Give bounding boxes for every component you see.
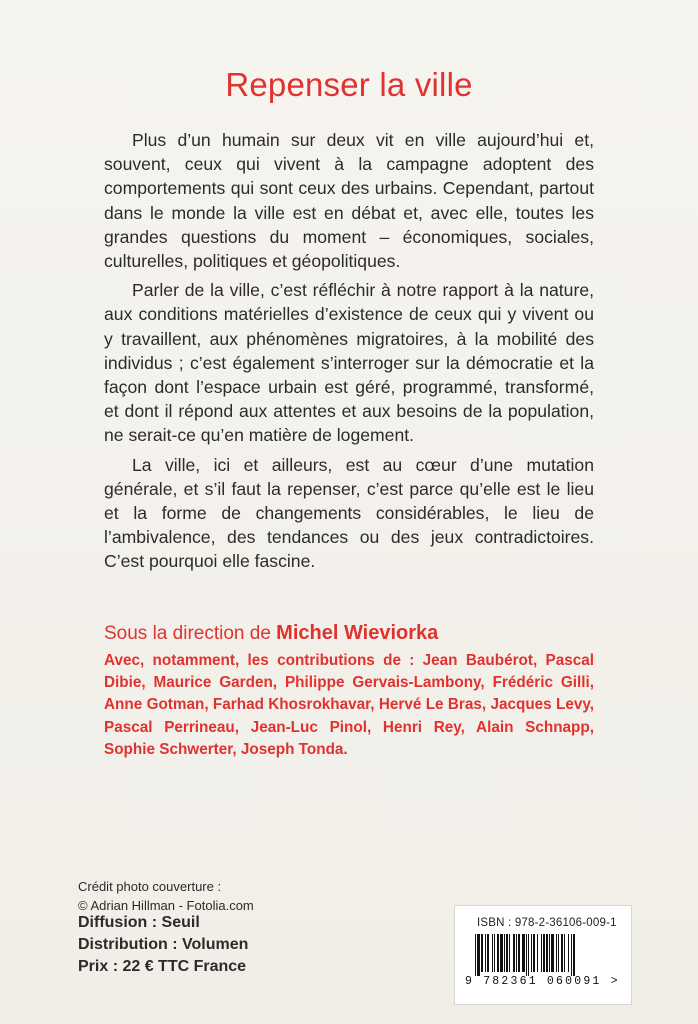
barcode-bar: [556, 934, 557, 972]
barcode-bar: [537, 934, 538, 972]
barcode-image: [473, 934, 613, 976]
editor-line: [104, 622, 604, 645]
barcode-bar: [513, 934, 515, 972]
barcode-bar: [528, 934, 529, 976]
barcode-bar: [551, 934, 554, 972]
distribution-info: [78, 912, 248, 978]
editor-prefix: Sous la direction de: [104, 623, 277, 644]
editor-name: Michel Wieviorka: [276, 622, 439, 644]
barcode-bar: [526, 934, 527, 976]
barcode-bar: [561, 934, 563, 972]
barcode-bar: [481, 934, 483, 972]
blurb-paragraph-3: La ville, ici et ailleurs, est au cœur d’une mutation générale, et s’il faut la repenser, c’est parce qu’elle est le lieu et la forme de changements considérables, le lieu de l’ambivalence, des tendances ou des jeux contradictoires. C’est pourquoi elle fascine.: [104, 454, 594, 572]
barcode-bar: [531, 934, 532, 972]
barcode-bar: [568, 934, 569, 972]
barcode-bar: [541, 934, 542, 972]
distribution-line: Distribution : Volumen: [78, 936, 249, 953]
barcode-bar: [506, 934, 508, 972]
barcode-bar: [571, 934, 572, 976]
barcode-bar: [494, 934, 495, 972]
photo-credit-value: © Adrian Hillman - Fotolia.com: [78, 898, 254, 913]
contributors: Avec, notamment, les contributions de : Jean Baubérot, Pascal Dibie, Maurice Garden, Philippe Gervais-Lambony, Frédéric Gilli, Anne Gotman, Farhad Khosrokhavar, Hervé Le Bras, Jacques Levy, Pascal Perrineau, Jean-Luc Pinol, Henri Rey, Alain Schnapp, Sophie Schwerter, Joseph Tonda.: [104, 652, 594, 758]
book-title: Repenser la ville: [225, 66, 473, 103]
barcode-bar: [492, 934, 493, 972]
blurb: [104, 128, 594, 579]
blurb-paragraph-1: Plus d’un humain sur deux vit en ville aujourd’hui et, souvent, ceux qui vivent à la campagne adoptent des comportements qui sont ceux des urbains. Cependant, partout dans le monde la ville est en débat et, avec elle, toutes les grandes questions du moment – économiques, sociales, culturelles, politiques et géopolitiques.: [104, 130, 594, 272]
barcode-panel: [454, 905, 632, 1005]
barcode-bar: [516, 934, 517, 972]
barcode-bar: [564, 934, 565, 972]
barcode-bar: [522, 934, 525, 972]
isbn-label: ISBN : 978-2-36106-009-1: [477, 917, 617, 929]
ean-digits: 9 782361 060091 >: [465, 975, 620, 988]
barcode-bar: [518, 934, 520, 972]
blurb-paragraph-2: Parler de la ville, c’est réfléchir à notre rapport à la nature, aux conditions matérielles d’existence de ceux qui y vivent ou y travaillent, aux phénomènes migratoires, à la mobilité des individus ; c’est également s’interroger sur la démocratie et la façon dont l’espace urbain est géré, programmé, transformé, et dont il répond aux attentes et aux besoins de la population, ne serait-ce qu’en matière de logement.: [104, 280, 594, 446]
barcode-bar: [485, 934, 486, 972]
barcode-bar: [573, 934, 575, 976]
barcode-bar: [509, 934, 510, 972]
barcode-bar: [549, 934, 550, 972]
photo-credit-label: Crédit photo couverture :: [78, 879, 222, 894]
barcode-bar: [477, 934, 480, 976]
barcode-bar: [533, 934, 535, 972]
photo-credit: [78, 877, 254, 915]
price-line: Prix : 22 € TTC France: [78, 958, 247, 975]
barcode-bar: [487, 934, 489, 972]
barcode-bar: [497, 934, 499, 972]
barcode-bar: [504, 934, 505, 972]
barcode-bar: [558, 934, 559, 972]
diffusion-line: Diffusion : Seuil: [78, 914, 200, 931]
barcode-bar: [500, 934, 503, 972]
barcode-bar: [546, 934, 548, 972]
barcode-bar: [543, 934, 545, 972]
barcode-bar: [475, 934, 476, 976]
